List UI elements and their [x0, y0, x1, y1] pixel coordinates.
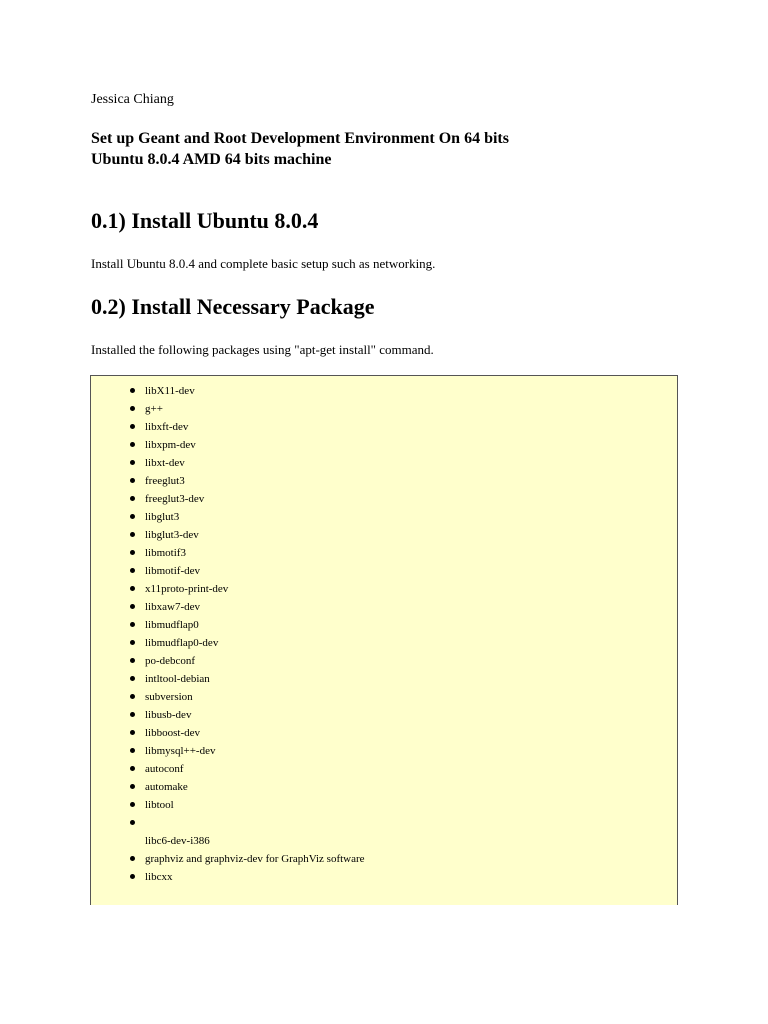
package-item [91, 760, 677, 778]
package-item [91, 688, 677, 706]
package-name: libtool [145, 799, 174, 811]
package-name: libmysql++-dev [145, 745, 216, 757]
package-name: libboost-dev [145, 727, 200, 739]
package-item [91, 418, 677, 436]
package-list-box [90, 375, 678, 905]
package-name: libmudflap0-dev [145, 637, 219, 649]
package-item [91, 742, 677, 760]
package-item [91, 472, 677, 490]
package-name: libglut3 [145, 511, 180, 523]
package-name: autoconf [145, 763, 184, 775]
package-name: subversion [145, 691, 193, 703]
package-item [91, 778, 677, 796]
package-name: libxpm-dev [145, 439, 196, 451]
package-name: libglut3-dev [145, 529, 199, 541]
package-item [91, 868, 677, 886]
package-item [91, 634, 677, 652]
package-name: libX11-dev [145, 385, 195, 397]
package-item [91, 850, 677, 868]
package-name: automake [145, 781, 188, 793]
package-name: libcxx [145, 871, 173, 883]
section-1-text: Install Ubuntu 8.0.4 and complete basic setup such as networking. [91, 256, 436, 271]
package-name: freeglut3 [145, 475, 185, 487]
package-item [91, 490, 677, 508]
package-name: libxft-dev [145, 421, 189, 433]
package-name: g++ [145, 403, 163, 415]
package-item [91, 616, 677, 634]
package-name: libmotif-dev [145, 565, 200, 577]
package-name: libmudflap0 [145, 619, 199, 631]
package-name: libc6-dev-i386 [145, 835, 210, 847]
package-item [91, 544, 677, 562]
section-2-heading: 0.2) Install Necessary Package [91, 294, 375, 319]
package-item [91, 454, 677, 472]
section-1-heading: 0.1) Install Ubuntu 8.0.4 [91, 208, 319, 233]
package-item [91, 670, 677, 688]
package-item [91, 796, 677, 814]
package-item [91, 526, 677, 544]
package-name: graphviz and graphviz-dev for GraphViz software [145, 853, 365, 865]
package-item [91, 508, 677, 526]
document-title-line-1: Set up Geant and Root Development Environment On 64 bits [91, 130, 509, 147]
package-item [91, 580, 677, 598]
package-name: intltool-debian [145, 673, 210, 685]
package-item [91, 706, 677, 724]
author-name: Jessica Chiang [91, 92, 174, 107]
package-name: po-debconf [145, 655, 196, 667]
package-item [91, 724, 677, 742]
package-list [91, 382, 677, 886]
package-item [91, 382, 677, 400]
package-item [91, 436, 677, 454]
document-title-line-2: Ubuntu 8.0.4 AMD 64 bits machine [91, 151, 332, 168]
package-name: libxaw7-dev [145, 601, 200, 613]
package-item [91, 814, 677, 850]
package-name: libmotif3 [145, 547, 186, 559]
package-item [91, 598, 677, 616]
package-item [91, 562, 677, 580]
package-item [91, 400, 677, 418]
package-name: libxt-dev [145, 457, 185, 469]
package-name: libusb-dev [145, 709, 192, 721]
section-2-text: Installed the following packages using "apt-get install" command. [91, 342, 434, 357]
package-name: x11proto-print-dev [145, 583, 229, 595]
document-title [91, 128, 509, 170]
package-name: freeglut3-dev [145, 493, 205, 505]
package-item [91, 652, 677, 670]
